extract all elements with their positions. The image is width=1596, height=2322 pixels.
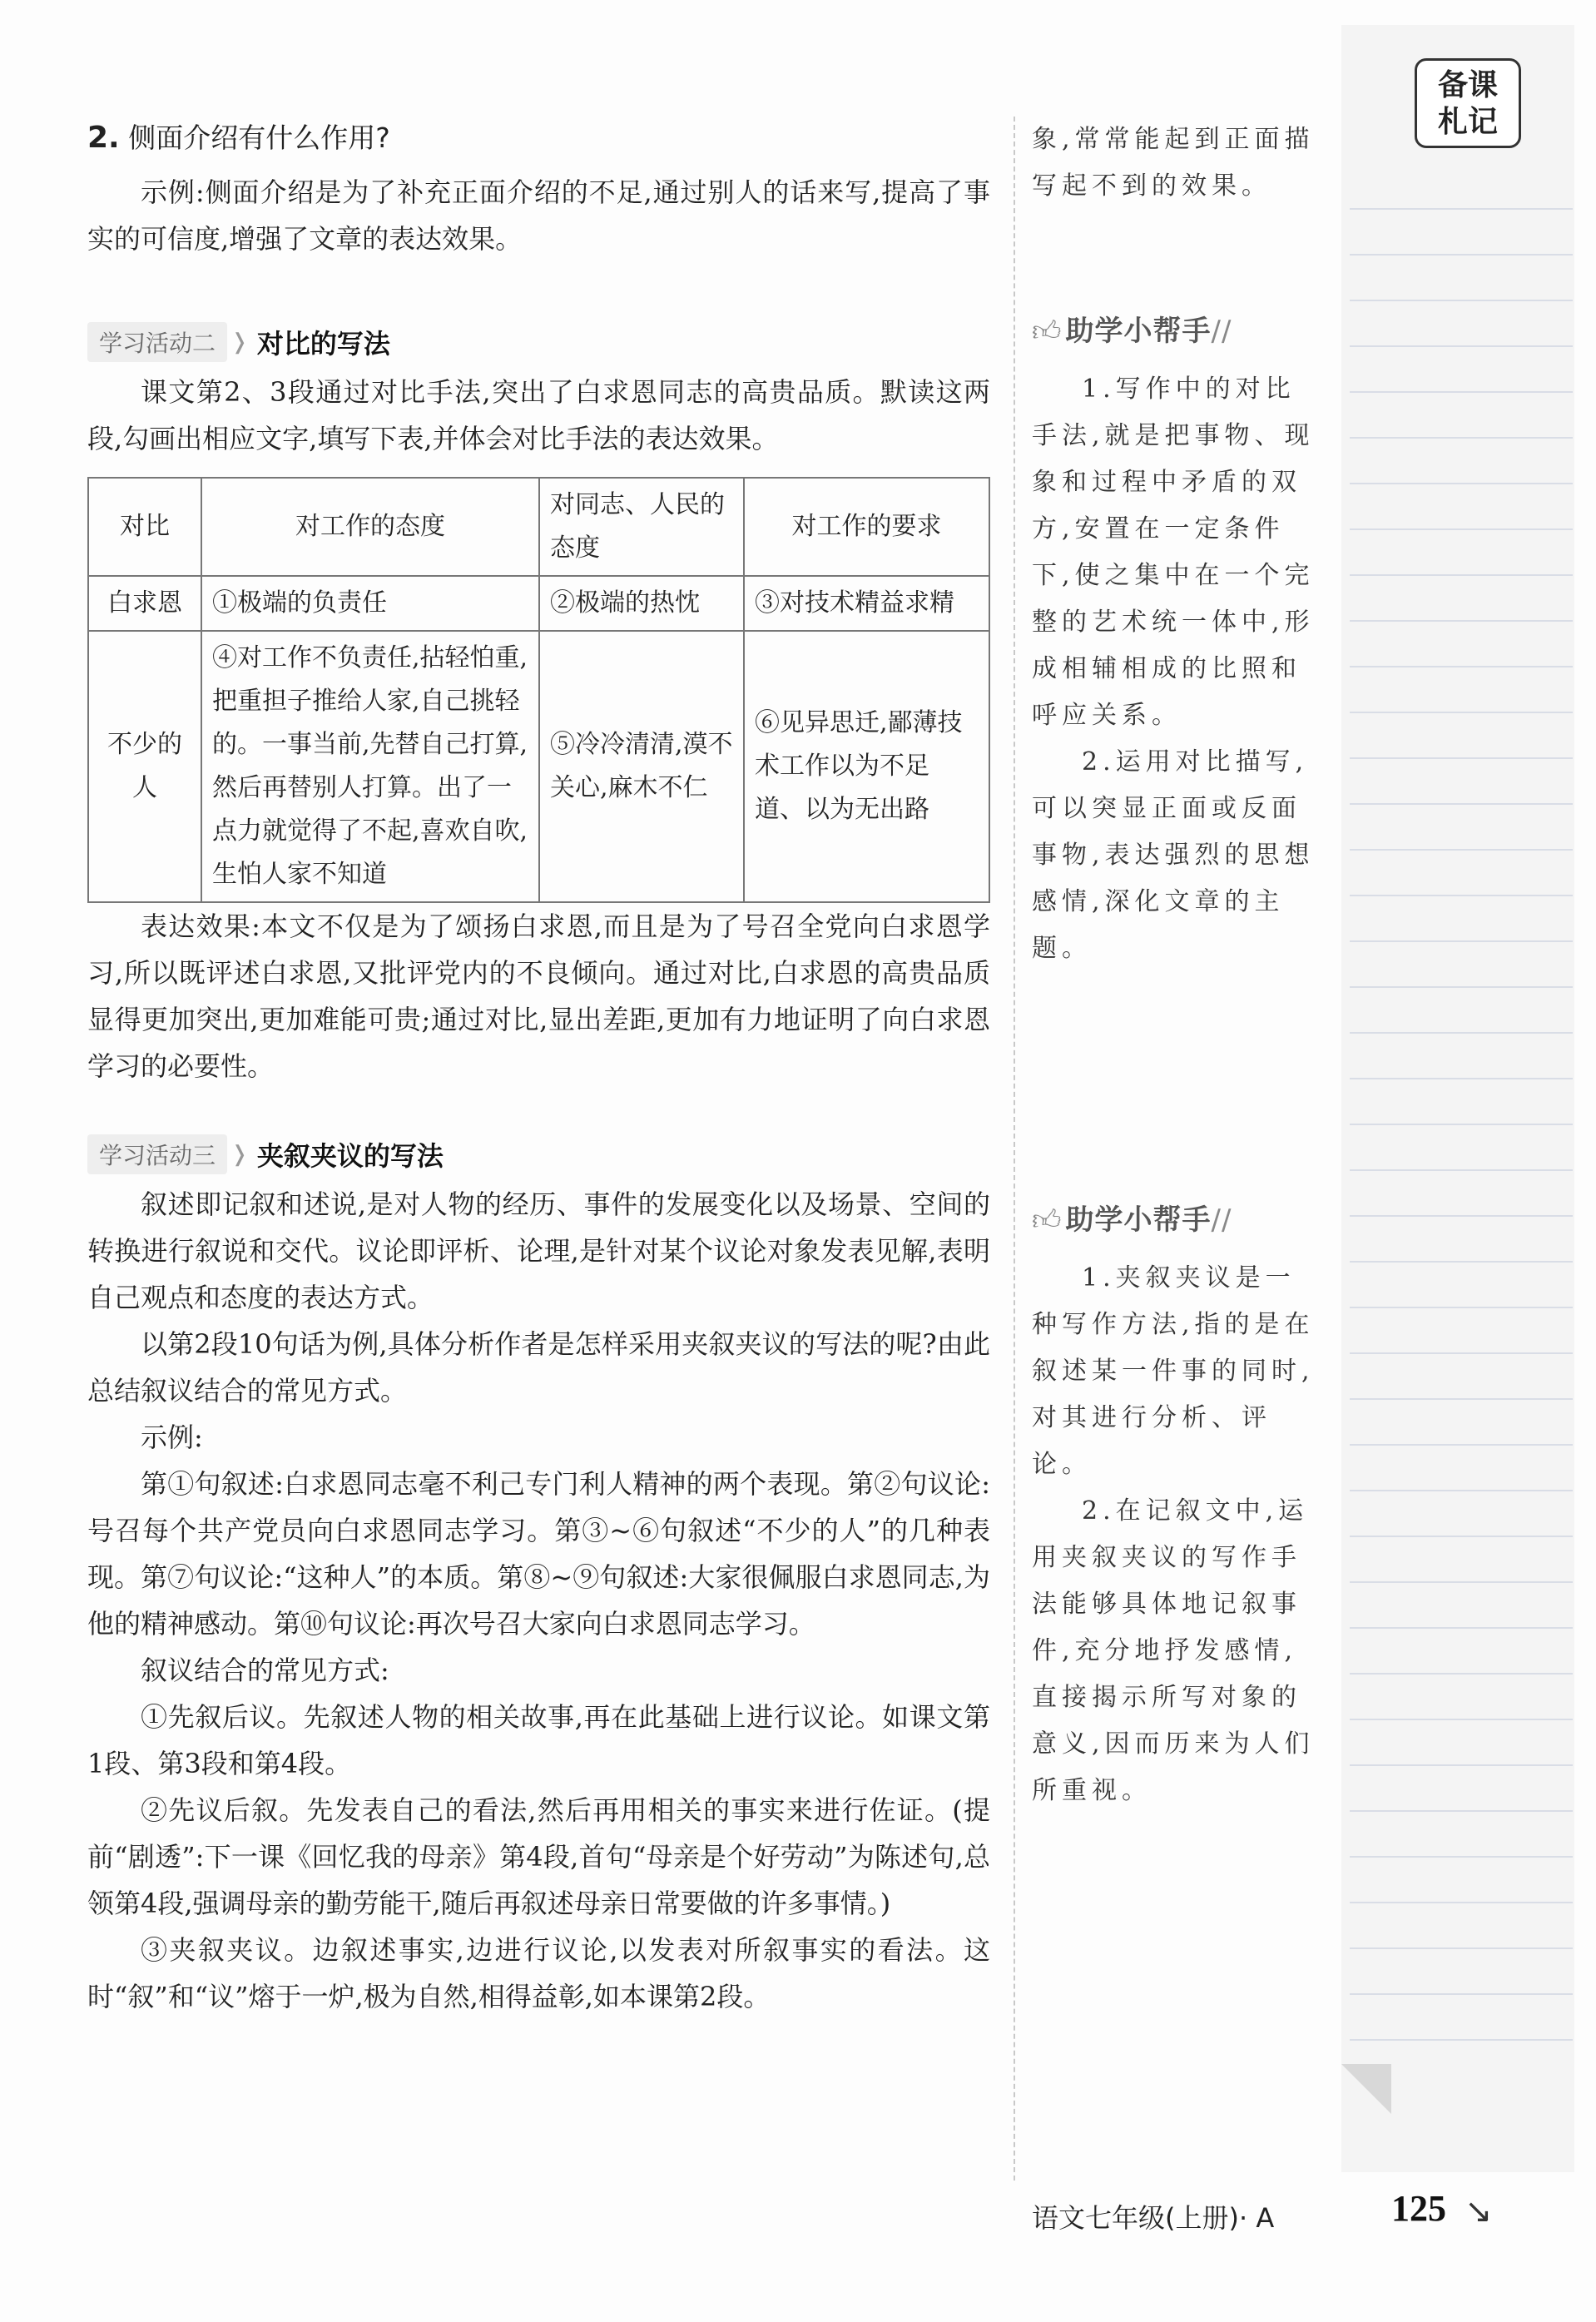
notes-rule-line	[1350, 849, 1573, 851]
table-header-row	[88, 478, 989, 576]
activity-3-header	[87, 1133, 990, 1176]
page-number: 125	[1391, 2188, 1446, 2229]
helper-2-heading-text: 助学小帮手	[1065, 1203, 1212, 1237]
notes-rule-line	[1350, 1444, 1573, 1446]
table-row	[88, 631, 989, 902]
table-cell: ⑤冷冷清清,漠不关心,麻木不仁	[539, 631, 744, 902]
side-continuation: 象,常常能起到正面描写起不到的效果。	[1032, 125, 1315, 201]
activity-3-paragraph: ①先叙后议。先叙述人物的相关故事,再在此基础上进行议论。如课文第1段、第3段和第4段。	[87, 1701, 990, 1779]
table-cell: ①极端的负责任	[201, 576, 539, 631]
activity-3-paragraph: 第①句叙述:白求恩同志毫不利己专门利人精神的两个表现。第②句议论:号召每个共产党员向白求恩同志学习。第③~⑥句叙述“不少的人”的几种表现。第⑦句议论:“这种人”的本质。第⑧~⑨句叙述:大家很佩服白求恩同志,为他的精神感动。第⑩句议论:再次号召大家向白求恩同志学习。	[87, 1468, 990, 1640]
activity-3-paragraph: 叙述即记叙和述说,是对人物的经历、事件的发展变化以及场景、空间的转换进行叙说和交代。议论即评析、论理,是针对某个议论对象发表见解,表明自己观点和态度的表达方式。	[87, 1188, 990, 1313]
notes-rule-line	[1350, 300, 1573, 301]
notes-rule-line	[1350, 1627, 1573, 1629]
activity-2-intro: 课文第2、3段通过对比手法,突出了白求恩同志的高贵品质。默读这两段,勾画出相应文字,填写下表,并体会对比手法的表达效果。	[87, 376, 990, 454]
table-header-cell: 对工作的要求	[744, 478, 989, 576]
activity-3-tag: 学习活动三	[87, 1134, 227, 1174]
notes-badge-line1: 备课	[1437, 68, 1498, 102]
table-row	[88, 576, 989, 631]
notes-rule-line	[1350, 1078, 1573, 1079]
sparkle-icon: ∕∕	[1211, 1203, 1232, 1237]
table-cell: ⑥见异思迁,鄙薄技术工作以为不足道、以为无出路	[744, 631, 989, 902]
notes-rule-line	[1350, 1581, 1573, 1583]
helper-2-heading	[1032, 1197, 1235, 1238]
thumb-up-icon: 👍︎	[1032, 315, 1063, 348]
helper-2-body	[1032, 1255, 1315, 1814]
activity-3-paragraph: 示例:	[141, 1421, 203, 1453]
notes-rule-line	[1350, 437, 1573, 439]
notes-rule-line	[1350, 1947, 1573, 1949]
notes-rule-line	[1350, 1169, 1573, 1171]
notes-badge-line2: 札记	[1437, 105, 1498, 139]
question-text: 侧面介绍有什么作用?	[128, 122, 390, 154]
sparkle-icon: ∕∕	[1211, 315, 1232, 348]
notes-rule-line	[1350, 483, 1573, 484]
notes-rule-line	[1350, 345, 1573, 347]
notes-rule-line	[1350, 1993, 1573, 1995]
notes-rule-line	[1350, 1856, 1573, 1858]
table-cell: 不少的人	[88, 631, 201, 902]
activity-3-paragraph: 叙议结合的常见方式:	[141, 1655, 389, 1686]
helper-1-body	[1032, 366, 1315, 972]
book-label: 语文七年级(上册)· A	[1032, 2202, 1275, 2234]
notes-rule-line	[1350, 1764, 1573, 1766]
table-cell: ③对技术精益求精	[744, 576, 989, 631]
activity-3-title: 夹叙夹议的写法	[256, 1140, 444, 1172]
helper-2-p2: 2.在记叙文中,运用夹叙夹议的写作手法能够具体地记叙事件,充分地抒发感情,直接揭示所写对象的意义,因而历来为人们所重视。	[1032, 1496, 1315, 1805]
activity-2-title: 对比的写法	[256, 328, 390, 360]
notes-rule-line	[1350, 1810, 1573, 1812]
notes-rule-line	[1350, 1124, 1573, 1125]
activity-3-paragraph: ②先议后叙。先发表自己的看法,然后再用相关的事实来进行佐证。(提前“剧透”:下一课《回忆我的母亲》第4段,首句“母亲是个好劳动”为陈述句,总领第4段,强调母亲的勤劳能干,随后再叙述母亲日常要做的许多事情。)	[87, 1794, 990, 1919]
helper-1-p1: 1.写作中的对比手法,就是把事物、现象和过程中矛盾的双方,安置在一定条件下,使之集中在一个完整的艺术统一体中,形成相辅相成的比照和呼应关系。	[1032, 375, 1315, 730]
comparison-table	[87, 477, 990, 903]
table-header-cell: 对工作的态度	[201, 478, 539, 576]
helper-1-heading-text: 助学小帮手	[1065, 315, 1212, 348]
chevron-right-icon: ❭	[230, 1142, 249, 1167]
activity-2-effect: 表达效果:本文不仅是为了颂扬白求恩,而且是为了号召全党向白求恩学习,所以既评述白求恩,又批评党内的不良倾向。通过对比,白求恩的高贵品质显得更加突出,更加难能可贵;通过对比,显出差距,更加有力地证明了向白求恩学习的必要性。	[87, 910, 990, 1082]
notes-rule-line	[1350, 2039, 1573, 2041]
activity-2-tag: 学习活动二	[87, 322, 227, 362]
table-cell: ②极端的热忱	[539, 576, 744, 631]
helper-2-p1: 1.夹叙夹议是一种写作方法,指的是在叙述某一件事的同时,对其进行分析、评论。	[1032, 1263, 1315, 1479]
notes-rule-line	[1350, 1307, 1573, 1308]
notes-rule-line	[1350, 391, 1573, 393]
page-corner-fold	[1341, 2064, 1391, 2114]
notes-rule-line	[1350, 1215, 1573, 1217]
notes-rule-line	[1350, 208, 1573, 210]
page-mark-icon: ↘	[1465, 2192, 1493, 2230]
notes-rule-line	[1350, 1673, 1573, 1675]
notes-rule-line	[1350, 1536, 1573, 1537]
notes-rule-line	[1350, 620, 1573, 622]
table-header-cell: 对比	[88, 478, 201, 576]
table-cell: ④对工作不负责任,拈轻怕重,把重担子推给人家,自己挑轻的。一事当前,先替自己打算,然后再替别人打算。出了一点力就觉得了不起,喜欢自吹,生怕人家不知道	[201, 631, 539, 902]
column-divider	[1014, 117, 1015, 2181]
question-number: 2.	[87, 121, 120, 155]
notes-rule-line	[1350, 1719, 1573, 1720]
notes-rule-line	[1350, 1398, 1573, 1400]
helper-1-heading	[1032, 308, 1235, 349]
activity-3-paragraph: 以第2段10句话为例,具体分析作者是怎样采用夹叙夹议的写法的呢?由此总结叙议结合的常见方式。	[87, 1328, 990, 1407]
notes-rule-line	[1350, 1032, 1573, 1034]
notes-rule-line	[1350, 940, 1573, 942]
notes-rule-line	[1350, 895, 1573, 896]
main-column	[87, 117, 990, 2020]
notes-rule-line	[1350, 1490, 1573, 1491]
activity-3-paragraph: ③夹叙夹议。边叙述事实,边进行议论,以发表对所叙事实的看法。这时“叙”和“议”熔于一炉,极为自然,相得益彰,如本课第2段。	[87, 1934, 990, 2012]
notes-rule-line	[1350, 254, 1573, 256]
notes-rule-line	[1350, 803, 1573, 805]
table-header-cell: 对同志、人民的态度	[539, 478, 744, 576]
notes-rule-line	[1350, 574, 1573, 576]
notes-rule-line	[1350, 1352, 1573, 1354]
question-2-answer: 示例:侧面介绍是为了补充正面介绍的不足,通过别人的话来写,提高了事实的可信度,增强了文章的表达效果。	[87, 176, 990, 255]
notes-rule-line	[1350, 712, 1573, 713]
notes-rule-line	[1350, 757, 1573, 759]
notes-rule-line	[1350, 528, 1573, 530]
notes-rule-line	[1350, 1261, 1573, 1263]
question-2-title	[87, 117, 990, 156]
chevron-right-icon: ❭	[230, 330, 249, 355]
notes-rule-line	[1350, 986, 1573, 988]
notes-panel	[1341, 25, 1574, 2172]
activity-2-header	[87, 320, 990, 364]
thumb-up-icon: 👍︎	[1032, 1203, 1063, 1237]
notes-rule-line	[1350, 1902, 1573, 1903]
notes-badge	[1415, 58, 1521, 148]
table-cell: 白求恩	[88, 576, 201, 631]
notes-rule-line	[1350, 666, 1573, 667]
helper-1-p2: 2.运用对比描写,可以突显正面或反面事物,表达强烈的思想感情,深化文章的主题。	[1032, 747, 1315, 963]
